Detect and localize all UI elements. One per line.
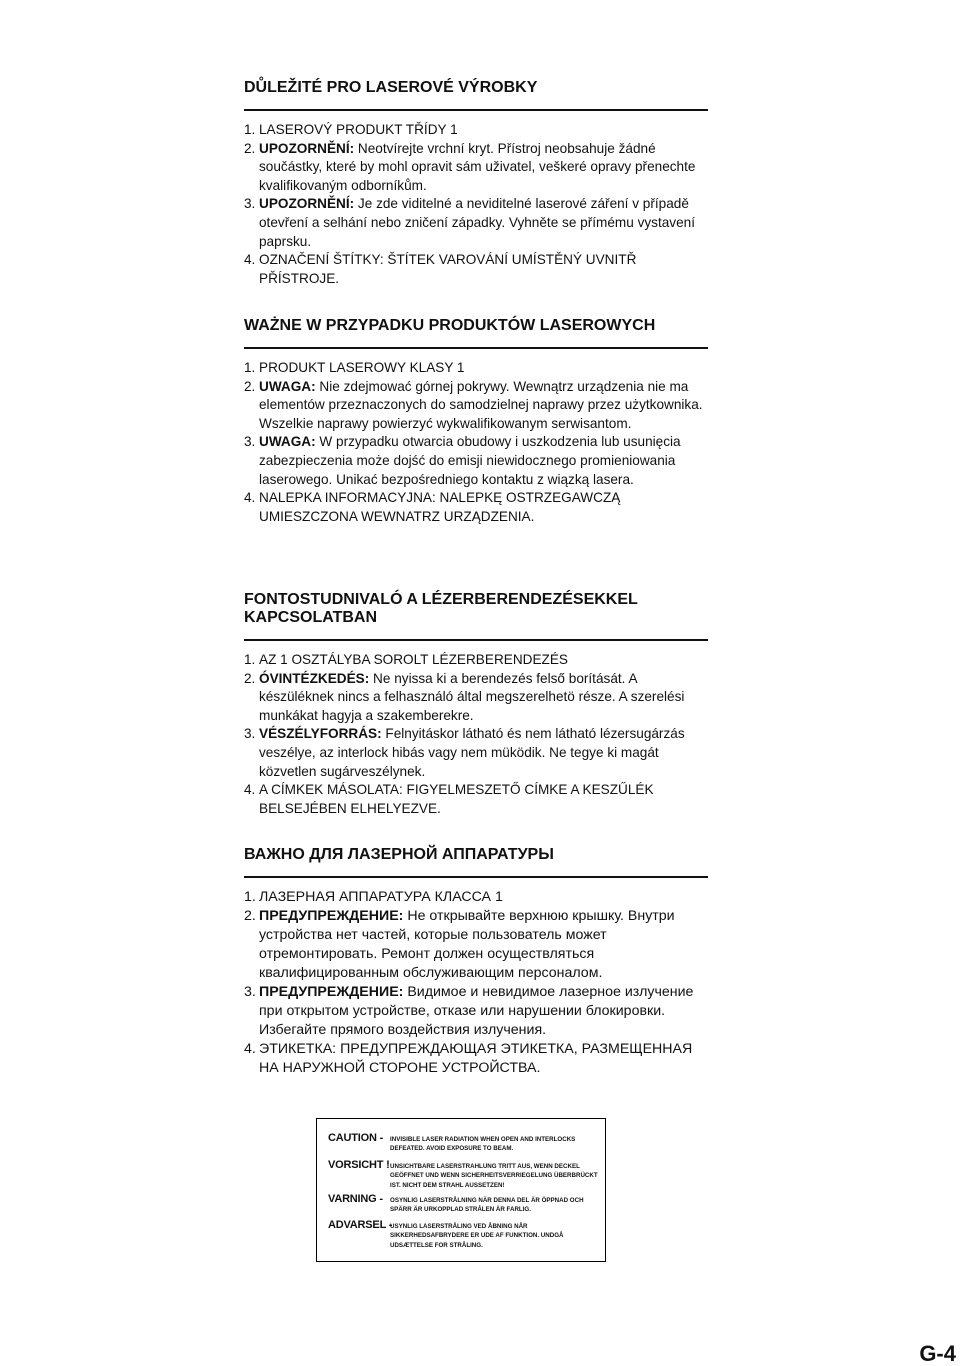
item-number: 2. <box>244 670 256 686</box>
laser-caution-label <box>316 1118 606 1262</box>
item-text: Ne nyissa ki a berendezés felső borítását. A készüléknek nincs a felhasználó által megszerelhetö része. A szerelési munkákat hagyja a szakemberekre. <box>259 670 685 723</box>
item-text: LASEROVÝ PRODUKT TŘÍDY 1 <box>259 122 458 137</box>
list-item <box>244 888 708 907</box>
warning-text: UNSICHTBARE LASERSTRAHLUNG TRITT AUS, WENN DECKEL GEÖFFNET UND WENN SICHERHEITSVERRIEGELUNG ÜBERBRÜCKT IST. NICHT DEM STRAHL AUSSETZEN! <box>390 1163 598 1189</box>
section-polish <box>244 317 708 526</box>
item-number: 3. <box>244 196 256 212</box>
item-text: A CÍMKEK MÁSOLATA: FIGYELMESZETŐ CÍMKE A KESZŰLÉK BELSEJÉBEN ELHELYEZVE. <box>259 782 654 816</box>
section-heading: WAŻNE W PRZYPADKU PRODUKTÓW LASEROWYCH <box>244 317 708 349</box>
item-text: W przypadku otwarcia obudowy i uszkodzenia lub usunięcia zabezpieczenia może dojść do emisji niewidocznego promieniowania laserowego. Unikać bezpośredniego kontaktu z wiązką lasera. <box>259 434 681 487</box>
section-heading: ВАЖНО ДЛЯ ЛАЗЕРНОЙ АППАРАТУРЫ <box>244 846 708 878</box>
item-lead: UWAGA: <box>259 434 316 450</box>
list-item <box>244 1040 708 1078</box>
page-number: G-4 <box>919 1341 956 1366</box>
list-item <box>244 433 708 489</box>
item-text: NALEPKA INFORMACYJNA: NALEPKĘ OSTRZEGAWCZĄ UMIESZCZONA WEWNATRZ URZĄDZENIA. <box>259 490 621 524</box>
list-item <box>244 251 708 288</box>
list-item <box>244 781 708 818</box>
item-lead: ПРЕДУПРЕЖДЕНИЕ: <box>259 908 404 924</box>
item-number: 2. <box>244 140 256 156</box>
item-lead: UPOZORNĚNÍ: <box>259 140 355 156</box>
section-czech <box>244 79 708 288</box>
list-item <box>244 378 708 434</box>
list-item <box>244 121 708 140</box>
warning-word: VARNING - <box>328 1193 383 1205</box>
item-list <box>244 888 708 1078</box>
list-item <box>244 195 708 251</box>
warning-word: VORSICHT ! <box>328 1159 390 1171</box>
item-lead: ÓVINTÉZKEDÉS: <box>259 670 370 686</box>
section-heading: DŮLEŽITÉ PRO LASEROVÉ VÝROBKY <box>244 79 708 111</box>
item-number: 1. <box>244 652 256 667</box>
warning-text: INVISIBLE LASER RADIATION WHEN OPEN AND INTERLOCKS DEFEATED. AVOID EXPOSURE TO BEAM. <box>390 1136 576 1153</box>
item-number: 3. <box>244 434 256 450</box>
warning-text: OSYNLIG LASERSTRÅLNING NÄR DENNA DEL ÄR ÖPPNAD OCH SPÄRR ÄR URKOPPLAD STRÅLEN ÄR FARLIG. <box>390 1197 584 1214</box>
warning-text: USYNLIG LASERSTRÅLING VED ÅBNING NÅR SIKKERHEDSAFBRYDERE ER UDE AF FUNKTION. UNDGÅ UDSÆTTELSE FOR STRÅLING. <box>390 1223 564 1249</box>
item-text: Je zde viditelné a neviditelné laserové záření v případě otevření a selhání nebo zničení západky. Vyhněte se přímému vystavení paprsku. <box>259 196 696 249</box>
item-lead: ПРЕДУПРЕЖДЕНИЕ: <box>259 984 404 1000</box>
item-list <box>244 651 708 818</box>
item-number: 1. <box>244 122 256 137</box>
section-hungarian <box>244 591 708 818</box>
item-text: Neotvírejte vrchní kryt. Přístroj neobsahuje žádné součástky, které by mohl opravit sám uživatel, veškeré opravy přenechte kvalifikovaným odborníkům. <box>259 140 696 193</box>
item-number: 4. <box>244 252 256 268</box>
item-number: 4. <box>244 782 256 798</box>
item-lead: VÉSZÉLYFORRÁS: <box>259 726 382 742</box>
item-number: 2. <box>244 378 256 394</box>
item-text: ЭТИКЕТКА: ПРЕДУПРЕЖДАЮЩАЯ ЭТИКЕТКА, РАЗМЕЩЕННАЯ НА НАРУЖНОЙ СТОРОНЕ УСТРОЙСТВА. <box>259 1041 693 1076</box>
item-number: 1. <box>244 360 256 375</box>
item-lead: UWAGA: <box>259 378 316 394</box>
item-text: AZ 1 OSZTÁLYBA SOROLT LÉZERBERENDEZÉS <box>259 652 568 667</box>
item-number: 4. <box>244 490 256 506</box>
list-item <box>244 359 708 378</box>
list-item <box>244 907 708 983</box>
list-item <box>244 983 708 1040</box>
item-text: PRODUKT LASEROWY KLASY 1 <box>259 360 465 375</box>
list-item <box>244 140 708 196</box>
warning-word: ADVARSEL - <box>328 1219 393 1231</box>
item-text: Felnyitáskor látható és nem látható lézersugárzás veszélye, az interlock hibás vagy nem müködik. Ne tegye ki magát közvetlen sugárveszélynek. <box>259 726 685 779</box>
item-list <box>244 121 708 288</box>
item-text: Nie zdejmować górnej pokrywy. Wewnątrz urządzenia nie ma elementów przeznaczonych do samodzielnej naprawy przez użytkownika. Wszelkie naprawy powierzyć wykwalifikowanym serwisantom. <box>259 378 703 431</box>
item-number: 1. <box>244 889 256 905</box>
item-text: Не открывайте верхнюю крышку. Внутри устройства нет частей, которые пользователь может отремонтировать. Ремонт должен осуществляться квалифицированным обслуживающим персоналом. <box>259 908 675 981</box>
item-number: 3. <box>244 726 256 742</box>
section-heading: FONTOSTUDNIVALÓ A LÉZERBERENDEZÉSEKKEL KAPCSOLATBAN <box>244 591 708 641</box>
item-text: OZNAČENÍ ŠTÍTKY: ŠTÍTEK VAROVÁNÍ UMÍSTĚNÝ UVNITŘ PŘÍSTROJE. <box>259 252 637 286</box>
item-number: 3. <box>244 984 256 1000</box>
item-number: 2. <box>244 908 256 924</box>
item-lead: UPOZORNĚNÍ: <box>259 196 355 212</box>
list-item <box>244 670 708 726</box>
item-list <box>244 359 708 526</box>
list-item <box>244 725 708 781</box>
item-text: Видимое и невидимое лазерное излучение при открытом устройстве, отказе или нарушении блокировки. Избегайте прямого воздействия излучения. <box>259 984 694 1038</box>
warning-word: CAUTION - <box>328 1132 384 1144</box>
list-item <box>244 651 708 670</box>
item-number: 4. <box>244 1041 256 1057</box>
list-item <box>244 489 708 526</box>
section-russian <box>244 846 708 1078</box>
item-text: ЛАЗЕРНАЯ АППАРАТУРА КЛАССА 1 <box>259 889 503 905</box>
